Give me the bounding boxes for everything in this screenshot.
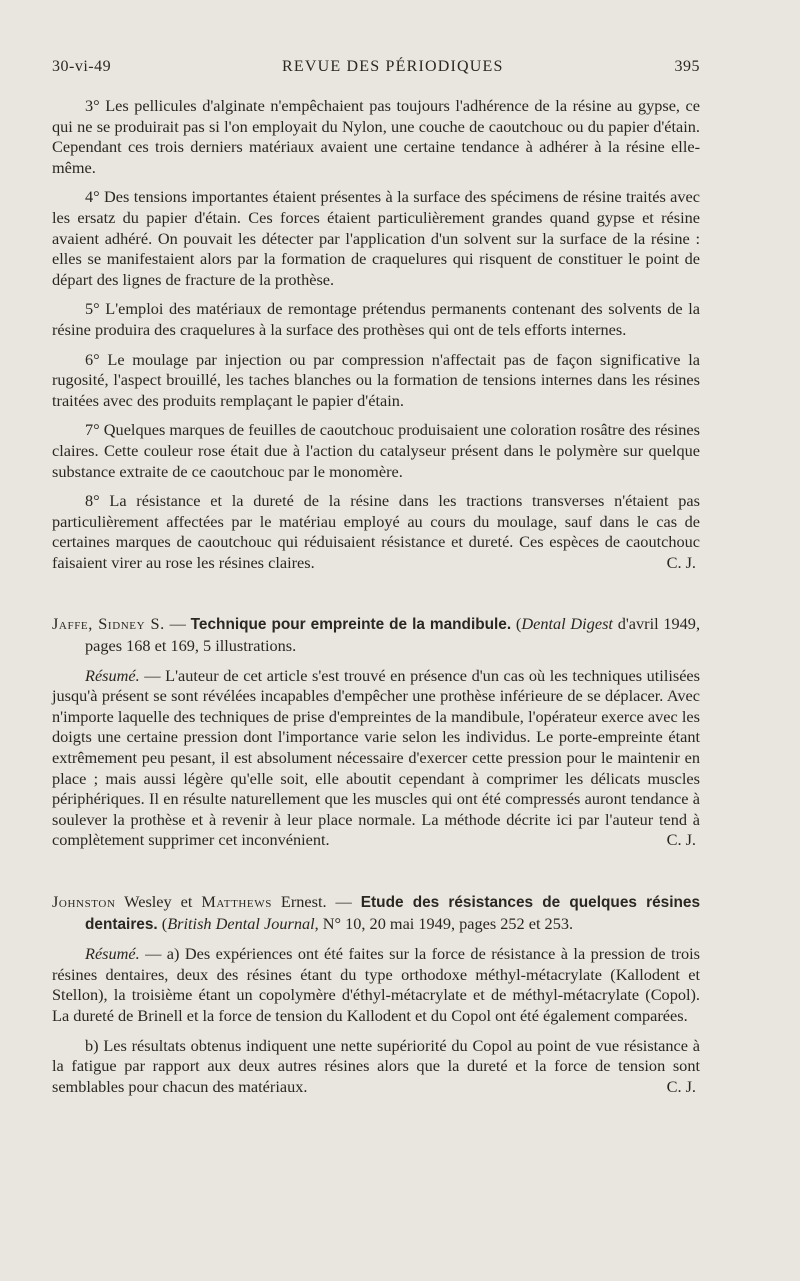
signature: C. J. — [666, 1076, 696, 1096]
paragraph-5: 5° L'emploi des matériaux de remontage prétendus permanents contenant des solvents de la résine produira des craquelures à la surface des prothèses qui ont de tels efforts internes. — [52, 299, 700, 339]
reference-details: d'avril 1949, pages 168 et 169, 5 illustrations. — [85, 614, 701, 656]
signature: C. J. — [666, 552, 696, 572]
paragraph-7: 7° Quelques marques de feuilles de caoutchouc produisaient une coloration rosâtre des résines claires. Cette couleur rose était due à l'action du catalyseur présent dans le polymère sur quelque substance extraite de ce caoutchouc par le monomère. — [52, 420, 700, 481]
resume-label: Résumé. — [85, 944, 140, 964]
paragraph-8-text: 8° La résistance et la dureté de la résine dans les tractions transverses n'étaient pas particulièrement affectées par le matériau employé au cours du moulage, sauf dans le cas de certaines marques de caoutchouc qui réduisaient résistance et dureté. Ces espèces de caoutchouc faisaient virer au rose les résines claires. — [52, 491, 700, 572]
author-name: Jaffe, Sidney S. — [52, 614, 165, 634]
running-head — [52, 58, 700, 76]
resume-label: Résumé. — [85, 665, 140, 685]
header-title: REVUE DES PÉRIODIQUES — [281, 58, 504, 75]
paragraph-6: 6° Le moulage par injection ou par compression n'affectait pas de façon significative la rugosité, l'aspect brouillé, les taches blanches ou la formation de tensions internes dans les résines traitées avec des produits remplaçant le papier d'étain. — [52, 349, 700, 410]
dash: — — [164, 614, 191, 634]
article-title: Technique pour empreinte de la mandibule. — [190, 616, 512, 634]
entry-johnston-heading — [52, 892, 700, 935]
author-name: Matthews — [201, 892, 272, 911]
article-title: Etude des résistances de quelques résines dentaires. — [85, 894, 700, 933]
reference-open: ( — [511, 614, 522, 634]
journal-name: Dental Digest — [521, 614, 613, 634]
reference-open: ( — [157, 913, 168, 933]
author-first: Wesley et — [115, 892, 202, 911]
resume-text: — L'auteur de cet article s'est trouvé en présence d'un cas où les techniques utilisées jusqu'à présent se sont révélées incapables d'empêcher une prothèse inférieure de se déplacer. Avec n'importe laquelle des techniques de prise d'empreintes de la mandibule, l'opérateur exerce avec les doigts une certaine pression dont l'importance varie selon les individus. Le porte-empreinte étant extrêmement peu pesant, il est absolument nécessaire d'exercer cette pression pour le maintenir en place ; mais aussi légère qu'elle soit, elle aboutit cependant à comprimer les délicats muscles périphériques. Il en résulte naturellement que les muscles qui ont été compressés auront tendance à soulever la prothèse et à revenir à leur place normale. La méthode décrite ici par l'auteur tend à complètement supprimer cet inconvénient. — [52, 665, 700, 850]
paragraph-8 — [52, 491, 700, 573]
entry-johnston-paragraph-b — [52, 1036, 700, 1098]
author-first: Ernest. — — [271, 892, 361, 911]
paragraph-b-text: b) Les résultats obtenus indiquent une nette supériorité du Copol au point de vue résistance à la fatigue par rapport aux deux autres résines alors que la dureté et la force de tension sont semblables pour chacun des matériaux. — [52, 1035, 700, 1096]
paragraph-4: 4° Des tensions importantes étaient présentes à la surface des spécimens de résine traités avec les ersatz du papier d'étain. Ces forces étaient particulièrement grandes quand gypse et résine avaient adhéré. On pouvait les détecter par l'application d'un solvent sur la surface de la résine : elles se manifestaient alors par la formation de craquelures qui risquent de constituer le point de départ des lignes de fracture de la prothèse. — [52, 187, 700, 289]
journal-name: British Dental Journal — [167, 913, 315, 933]
header-date: 30-vi-49 — [52, 58, 112, 75]
entry-jaffe-resume — [52, 666, 700, 851]
author-name: Johnston — [52, 892, 116, 911]
resume-text: — a) Des expériences ont été faites sur la force de résistance à la pression de trois résines dentaires, deux des résines étant du type orthodoxe méthyl-métacrylate (Kallodent et Stellon), la troisième étant un copolymère d'éthyl-métacrylate et de méthyl-métacrylate (Copol). La dureté de Brinell et la force de tension du Kallodent et du Copol ont été également comparées. — [52, 944, 700, 1025]
entry-johnston-resume — [52, 944, 700, 1026]
paragraph-3: 3° Les pellicules d'alginate n'empêchaient pas toujours l'adhérence de la résine au gypse, ce qui ne se produirait pas si l'on employait du Nylon, une couche de caoutchouc ou du papier d'étain. Cependant ces trois derniers matériaux avaient une certaine tendance à adhérer à la résine elle-même. — [52, 96, 700, 177]
signature: C. J. — [666, 830, 696, 850]
entry-jaffe-heading — [52, 614, 700, 656]
reference-details: , N° 10, 20 mai 1949, pages 252 et 253. — [314, 913, 574, 933]
page-number: 395 — [674, 58, 700, 75]
